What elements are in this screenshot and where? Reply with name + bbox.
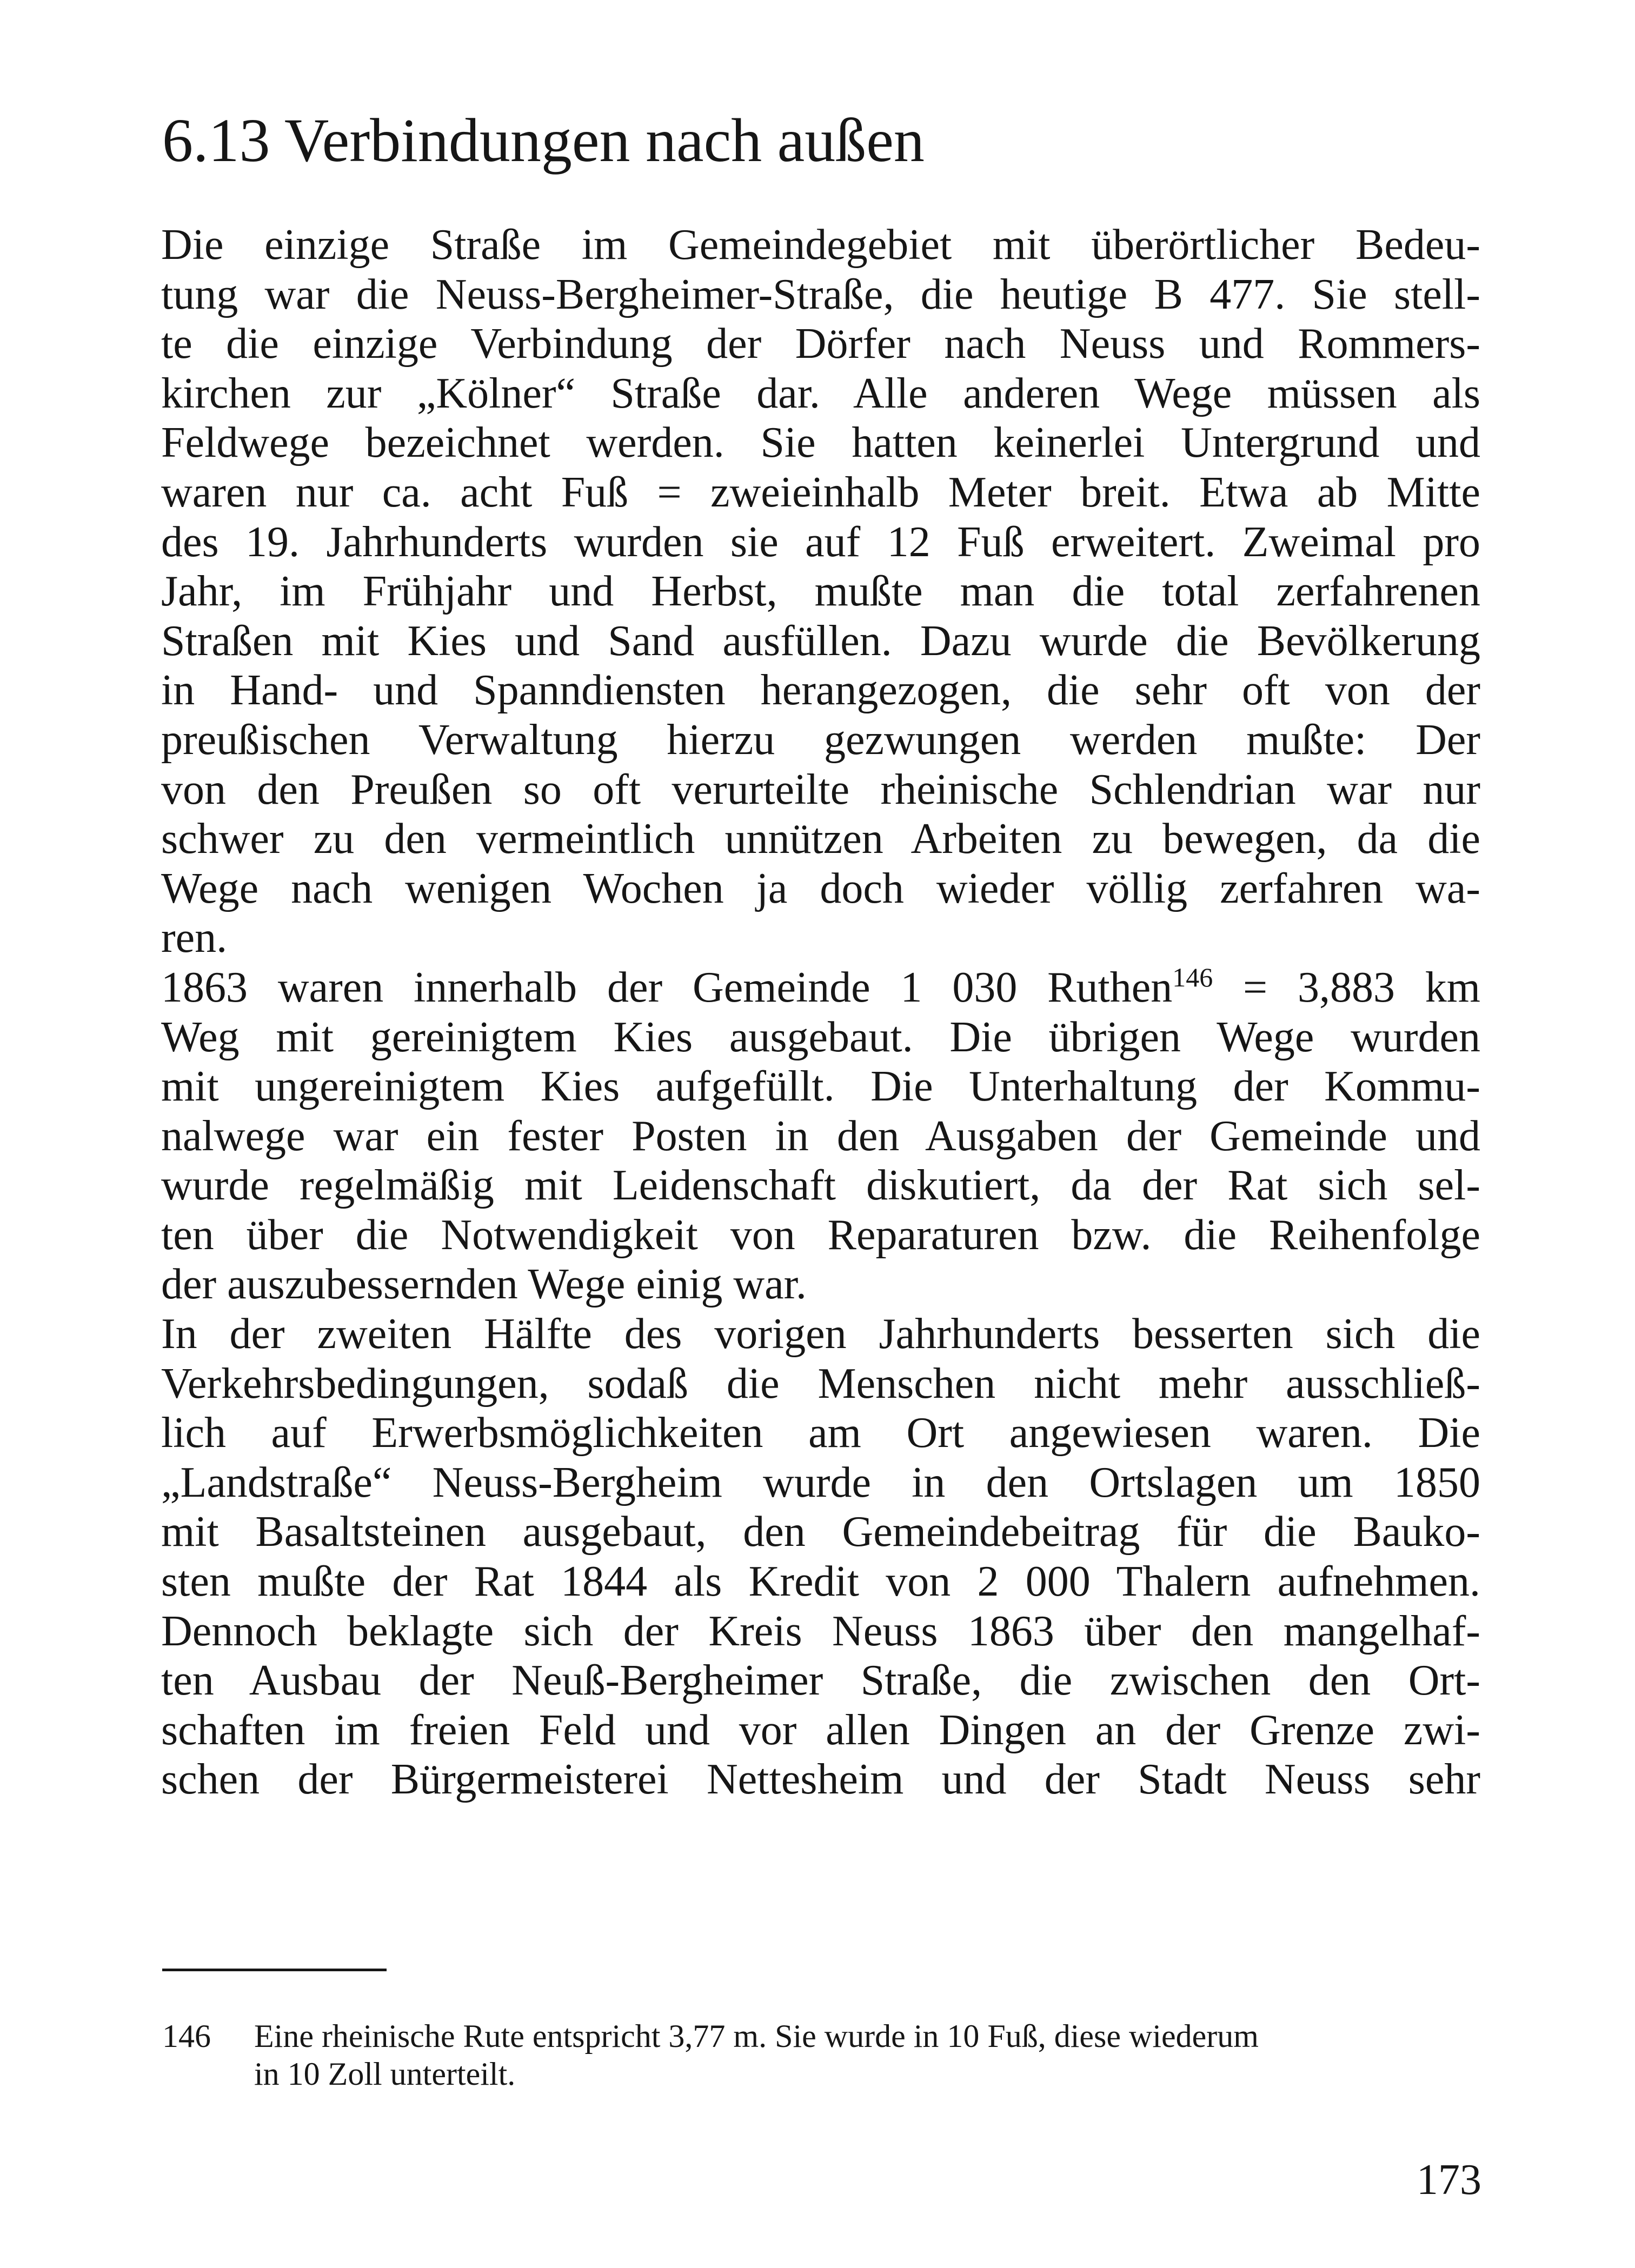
text-line: schaften im freien Feld und vor allen Dingen an der Grenze zwi- — [161, 1706, 1480, 1754]
footnote-divider — [162, 1969, 387, 1971]
body-text — [161, 221, 1480, 1805]
text-line: Verkehrsbedingungen, sodaß die Menschen nicht mehr ausschließ- — [161, 1359, 1480, 1408]
text-line: preußischen Verwaltung hierzu gezwungen werden mußte: Der — [161, 716, 1480, 764]
text-line: Die einzige Straße im Gemeindegebiet mit überörtlicher Bedeu- — [161, 221, 1480, 269]
text-line: ren. — [161, 914, 228, 962]
text-line: waren nur ca. acht Fuß = zweieinhalb Meter breit. Etwa ab Mitte — [161, 468, 1480, 516]
footnote-reference[interactable]: 146 — [1172, 962, 1213, 992]
text-line: schen der Bürgermeisterei Nettesheim und der Stadt Neuss sehr — [161, 1756, 1480, 1804]
text-line: der auszubessernden Wege einig war. — [161, 1260, 807, 1309]
text-line: sten mußte der Rat 1844 als Kredit von 2 000 Thalern aufnehmen. — [161, 1558, 1480, 1606]
text-line: des 19. Jahrhunderts wurden sie auf 12 Fuß erweitert. Zweimal pro — [161, 518, 1480, 566]
footnote-text: in 10 Zoll unterteilt. — [254, 2056, 516, 2092]
text-line: Jahr, im Frühjahr und Herbst, mußte man die total zerfahrenen — [161, 568, 1480, 616]
text-line: kirchen zur „Kölner“ Straße dar. Alle anderen Wege müssen als — [161, 369, 1480, 417]
text-line: Weg mit gereinigtem Kies ausgebaut. Die übrigen Wege wurden — [161, 1013, 1480, 1061]
text-line: lich auf Erwerbsmöglichkeiten am Ort angewiesen waren. Die — [161, 1409, 1480, 1457]
section-heading: 6.13 Verbindungen nach außen — [162, 106, 925, 175]
text-line: mit ungereinigtem Kies aufgefüllt. Die Unterhaltung der Kommu- — [161, 1063, 1480, 1111]
footnote — [162, 2017, 1481, 2093]
footnote-line — [162, 2017, 1481, 2055]
text-line: wurde regelmäßig mit Leidenschaft diskutiert, da der Rat sich sel- — [161, 1162, 1480, 1210]
footnote-line — [162, 2055, 1481, 2093]
text-line: nalwege war ein fester Posten in den Ausgaben der Gemeinde und — [161, 1112, 1480, 1160]
text-line: ten über die Notwendigkeit von Reparaturen bzw. die Reihenfolge — [161, 1211, 1480, 1259]
text-line-with-footnote — [161, 963, 1480, 1013]
text-line-end: = 3,883 km — [1213, 963, 1480, 1011]
text-line: ten Ausbau der Neuß-Bergheimer Straße, die zwischen den Ort- — [161, 1657, 1480, 1705]
text-line: schwer zu den vermeintlich unnützen Arbeiten zu bewegen, da die — [161, 815, 1480, 863]
page-number: 173 — [1417, 2156, 1481, 2204]
text-line: in Hand- und Spanndiensten herangezogen, die sehr oft von der — [161, 666, 1480, 715]
text-line: mit Basaltsteinen ausgebaut, den Gemeindebeitrag für die Bauko- — [161, 1508, 1480, 1556]
text-line: Feldwege bezeichnet werden. Sie hatten keinerlei Untergrund und — [161, 419, 1480, 467]
text-line-start: 1863 waren innerhalb der Gemeinde 1 030 Ruthen — [161, 963, 1173, 1011]
text-line: von den Preußen so oft verurteilte rheinische Schlendrian war nur — [161, 765, 1480, 813]
text-line: tung war die Neuss-Bergheimer-Straße, die heutige B 477. Sie stell- — [161, 270, 1480, 318]
text-line: Straßen mit Kies und Sand ausfüllen. Dazu wurde die Bevölkerung — [161, 617, 1480, 665]
text-line: „Landstraße“ Neuss-Bergheim wurde in den Ortslagen um 1850 — [161, 1458, 1480, 1506]
text-line: te die einzige Verbindung der Dörfer nach Neuss und Rommers- — [161, 320, 1480, 368]
text-line: In der zweiten Hälfte des vorigen Jahrhunderts besserten sich die — [161, 1310, 1480, 1358]
footnote-number: 146 — [162, 2018, 211, 2054]
text-line: Dennoch beklagte sich der Kreis Neuss 1863 über den mangelhaf- — [161, 1607, 1480, 1655]
footnote-text: Eine rheinische Rute entspricht 3,77 m. Sie wurde in 10 Fuß, diese wiederum — [254, 2018, 1259, 2054]
text-line: Wege nach wenigen Wochen ja doch wieder völlig zerfahren wa- — [161, 864, 1480, 912]
